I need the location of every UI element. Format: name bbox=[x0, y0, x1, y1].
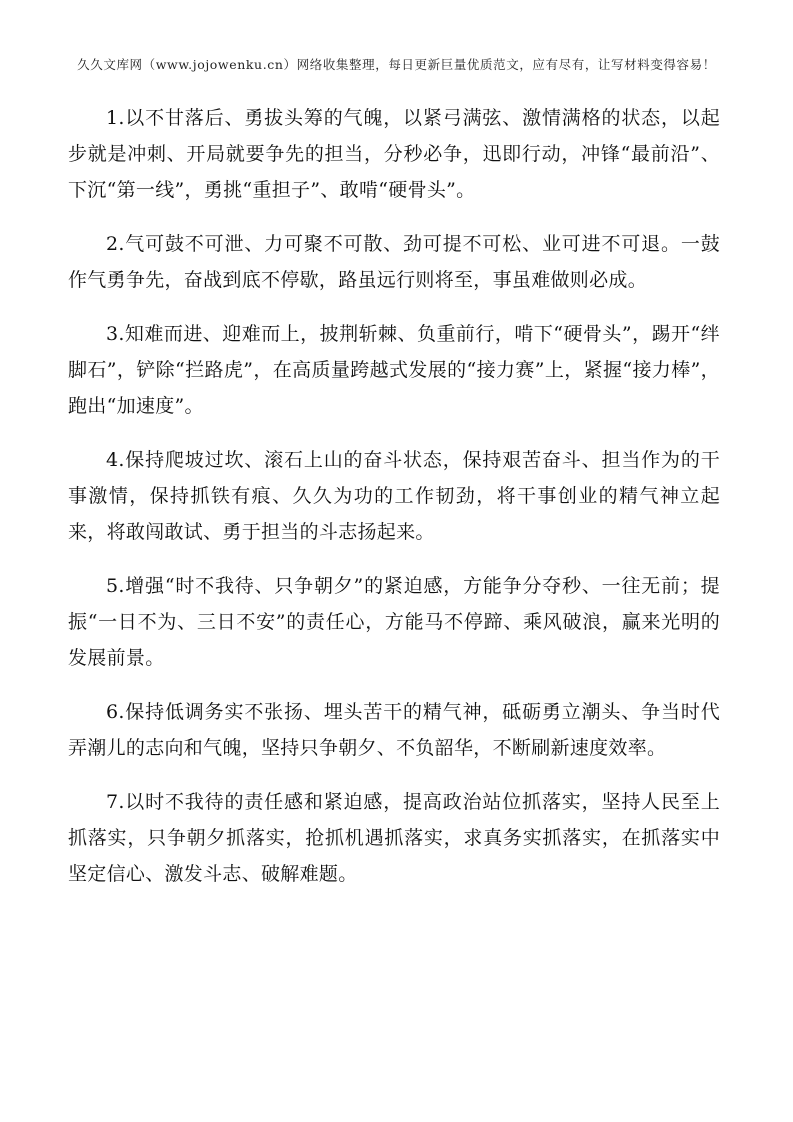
paragraph-3: 3.知难而进、迎难而上，披荆斩棘、负重前行，啃下“硬骨头”，踢开“绊脚石”，铲除“拦路虎”，在高质量跨越式发展的“接力赛”上，紧握“接力棒”，跑出“加速度”。 bbox=[68, 323, 720, 417]
page-header: 久久文库网（www.jojowenku.cn）网络收集整理，每日更新巨量优质范文，应有尽有，让写材料变得容易！ bbox=[77, 57, 716, 72]
paragraph-6: 6.保持低调务实不张扬、埋头苦干的精气神，砥砺勇立潮头、争当时代弄潮儿的志向和气魄，坚持只争朝夕、不负韶华，不断刷新速度效率。 bbox=[68, 701, 720, 759]
paragraph-5: 5.增强“时不我待、只争朝夕”的紧迫感，方能争分夺秒、一往无前；提振“一日不为、三日不安”的责任心，方能马不停蹄、乘风破浪，赢来光明的发展前景。 bbox=[68, 575, 720, 669]
paragraph-2: 2.气可鼓不可泄、力可聚不可散、劲可提不可松、业可进不可退。一鼓作气勇争先，奋战到底不停歇，路虽远行则将至，事虽难做则必成。 bbox=[68, 233, 720, 291]
document-body bbox=[68, 100, 720, 910]
paragraph-1: 1.以不甘落后、勇拔头筹的气魄，以紧弓满弦、激情满格的状态，以起步就是冲刺、开局就要争先的担当，分秒必争，迅即行动，冲锋“最前沿”、下沉“第一线”，勇挑“重担子”、敢啃“硬骨头”。 bbox=[68, 107, 720, 201]
paragraph-7: 7.以时不我待的责任感和紧迫感，提高政治站位抓落实，坚持人民至上抓落实，只争朝夕抓落实，抢抓机遇抓落实，求真务实抓落实，在抓落实中坚定信心、激发斗志、破解难题。 bbox=[68, 791, 720, 885]
paragraph-4: 4.保持爬坡过坎、滚石上山的奋斗状态，保持艰苦奋斗、担当作为的干事激情，保持抓铁有痕、久久为功的工作韧劲，将干事创业的精气神立起来，将敢闯敢试、勇于担当的斗志扬起来。 bbox=[68, 449, 720, 543]
